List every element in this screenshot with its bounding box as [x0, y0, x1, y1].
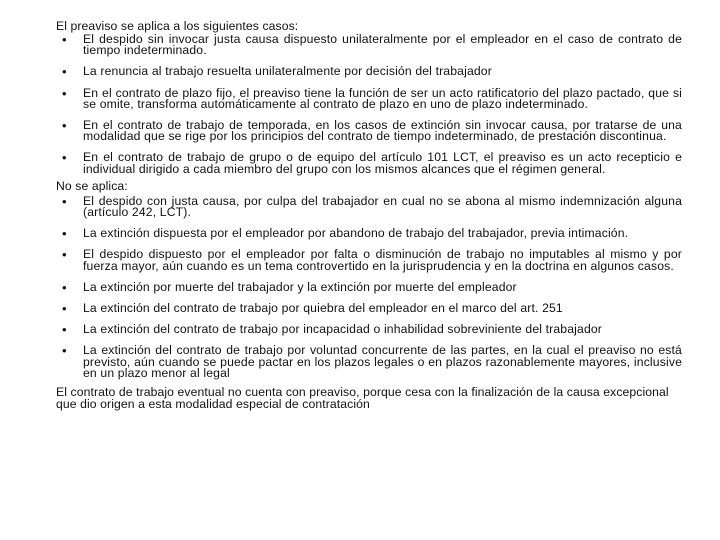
closing-paragraph: El contrato de trabajo eventual no cuenta con preaviso, porque cesa con la finalización de la causa excepcional que dio origen a esta modalidad especial de contratación: [56, 385, 669, 411]
list-item: • La extinción del contrato de trabajo por incapacidad o inhabilidad sobreviniente del trabajador: [83, 324, 682, 335]
not-applies-heading: No se aplica:: [56, 178, 128, 193]
list-item: • El despido sin invocar justa causa dispuesto unilateralmente por el empleador en el caso de contrato de tiempo indeterminado.: [83, 34, 682, 56]
list-item: • En el contrato de plazo fijo, el preaviso tiene la función de ser un acto ratificatorio del plazo pactado, que si se omite, transforma automáticamente al contrato de plazo en uno de plazo indeterminado.: [83, 88, 682, 110]
list-item: • La extinción del contrato de trabajo por voluntad concurrente de las partes, en la cual el preaviso no está previsto, aún cuando se puede pactar en los plazos legales o en plazos razonablemente mayores, inclusive en un plazo menor al legal: [83, 345, 682, 379]
not-applies-list: [56, 193, 682, 380]
applies-list: [56, 34, 682, 175]
list-item: • La extinción dispuesta por el empleador por abandono de trabajo del trabajador, previa intimación.: [83, 228, 682, 239]
list-item: • En el contrato de trabajo de grupo o de equipo del artículo 101 LCT, el preaviso es un acto recepticio e individual dirigido a cada miembro del grupo con los mismos alcances que el régimen general.: [83, 152, 682, 174]
list-item: • El despido con justa causa, por culpa del trabajador en cual no se abona al mismo indemnización alguna (artículo 242, LCT).: [83, 196, 682, 218]
applies-heading: El preaviso se aplica a los siguientes casos:: [56, 19, 299, 33]
list-item: • La renuncia al trabajo resuelta unilateralmente por decisión del trabajador: [83, 66, 682, 77]
list-item: • La extinción por muerte del trabajador y la extinción por muerte del empleador: [83, 282, 682, 293]
list-item: • El despido dispuesto por el empleador por falta o disminución de trabajo no imputables al mismo y por fuerza mayor, aún cuando es un tema controvertido en la jurisprudencia y en la doctrina en algunos casos.: [83, 249, 682, 271]
list-item: • La extinción del contrato de trabajo por quiebra del empleador en el marco del art. 251: [83, 303, 682, 314]
list-item: • En el contrato de trabajo de temporada, en los casos de extinción sin invocar causa, por tratarse de una modalidad que se rige por los principios del contrato de tiempo indeterminado, de prestación discontinua.: [83, 120, 682, 142]
